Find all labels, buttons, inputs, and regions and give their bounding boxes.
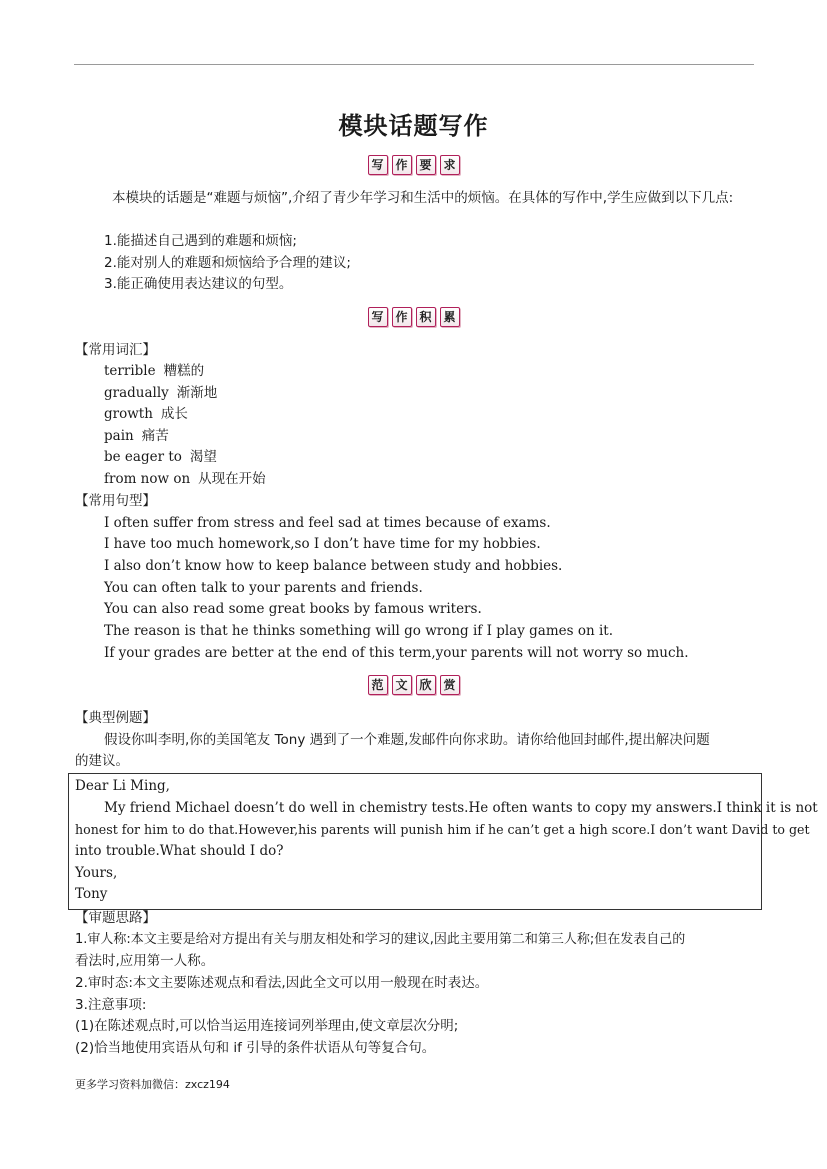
badge-char: 写 (368, 307, 388, 327)
letter-greeting: Dear Li Ming, (75, 778, 170, 794)
analysis-heading: 【审题思路】 (75, 910, 156, 926)
intro-point: 3.能正确使用表达建议的句型。 (104, 276, 293, 292)
vocab-en: pain (104, 428, 134, 444)
letter-body: My friend Michael doesn’t do well in chemistry tests.He often wants to copy my answers.I think it is not (104, 800, 818, 816)
section-badge-accumulation (0, 306, 827, 330)
header-rule (74, 64, 754, 65)
vocab-cn: 渐渐地 (176, 385, 218, 401)
example-prompt: 假设你叫李明,你的美国笔友 Tony 遇到了一个难题,发邮件向你求助。请你给他回封邮件,提出解决问题 (104, 732, 710, 748)
section-badge-appreciation (0, 674, 827, 698)
sentences-heading: 【常用句型】 (75, 493, 156, 509)
letter-body: into trouble.What should I do? (75, 843, 284, 859)
vocab-cn: 成长 (160, 406, 188, 422)
analysis-item: 看法时,应用第一人称。 (75, 953, 215, 969)
vocab-item (104, 469, 266, 489)
intro-paragraph: 本模块的话题是“难题与烦恼”,介绍了青少年学习和生活中的烦恼。在具体的写作中,学生应做到以下几点: (112, 190, 734, 206)
vocab-en: terrible (104, 363, 156, 379)
sentence-pattern: You can also read some great books by famous writers. (104, 601, 482, 617)
intro-point: 2.能对别人的难题和烦恼给予合理的建议; (104, 255, 351, 271)
badge-char: 文 (392, 675, 412, 695)
vocab-item (104, 361, 204, 381)
vocab-cn: 从现在开始 (198, 471, 266, 487)
badge-char: 作 (392, 155, 412, 175)
example-prompt: 的建议。 (75, 753, 129, 769)
sentence-pattern: The reason is that he thinks something will go wrong if I play games on it. (104, 623, 613, 639)
vocab-en: gradually (104, 385, 169, 401)
letter-closing: Yours, (75, 865, 118, 881)
badge-char: 求 (440, 155, 460, 175)
vocab-cn: 糟糕的 (163, 363, 205, 379)
section-badge-requirements (0, 154, 827, 178)
letter-signature: Tony (75, 886, 108, 902)
badge-char: 欣 (416, 675, 436, 695)
vocab-heading: 【常用词汇】 (75, 342, 156, 358)
badge-char: 写 (368, 155, 388, 175)
footer-note: 更多学习资料加微信：zxcz194 (75, 1078, 230, 1091)
badge-char: 赏 (440, 675, 460, 695)
vocab-item (104, 447, 217, 467)
vocab-en: from now on (104, 471, 191, 487)
vocab-en: growth (104, 406, 153, 422)
sentence-pattern: I have too much homework,so I don’t have time for my hobbies. (104, 536, 541, 552)
intro-point: 1.能描述自己遇到的难题和烦恼; (104, 233, 297, 249)
analysis-item: (2)恰当地使用宾语从句和 if 引导的条件状语从句等复合句。 (75, 1040, 436, 1056)
badge-char: 累 (440, 307, 460, 327)
badge-char: 范 (368, 675, 388, 695)
badge-char: 积 (416, 307, 436, 327)
vocab-item (104, 404, 188, 424)
letter-body: honest for him to do that.However,his parents will punish him if he can’t get a high score.I don’t want David to get (75, 822, 810, 837)
vocab-cn: 痛苦 (141, 428, 169, 444)
analysis-item: 2.审时态:本文主要陈述观点和看法,因此全文可以用一般现在时表达。 (75, 975, 489, 991)
vocab-item (104, 383, 217, 403)
badge-char: 作 (392, 307, 412, 327)
badge-char: 要 (416, 155, 436, 175)
page-title: 模块话题写作 (338, 112, 489, 140)
analysis-item: 1.审人称:本文主要是给对方提出有关与朋友相处和学习的建议,因此主要用第二和第三人称;但在发表自己的 (75, 932, 686, 947)
vocab-cn: 渴望 (189, 449, 217, 465)
vocab-item (104, 426, 169, 446)
sentence-pattern: I also don’t know how to keep balance between study and hobbies. (104, 558, 563, 574)
sentence-pattern: I often suffer from stress and feel sad at times because of exams. (104, 515, 551, 531)
sentence-pattern: You can often talk to your parents and friends. (104, 580, 423, 596)
example-heading: 【典型例题】 (75, 710, 156, 726)
analysis-item: (1)在陈述观点时,可以恰当运用连接词列举理由,使文章层次分明; (75, 1018, 459, 1034)
vocab-en: be eager to (104, 449, 182, 465)
sentence-pattern: If your grades are better at the end of this term,your parents will not worry so much. (104, 645, 689, 661)
analysis-item: 3.注意事项: (75, 997, 147, 1013)
